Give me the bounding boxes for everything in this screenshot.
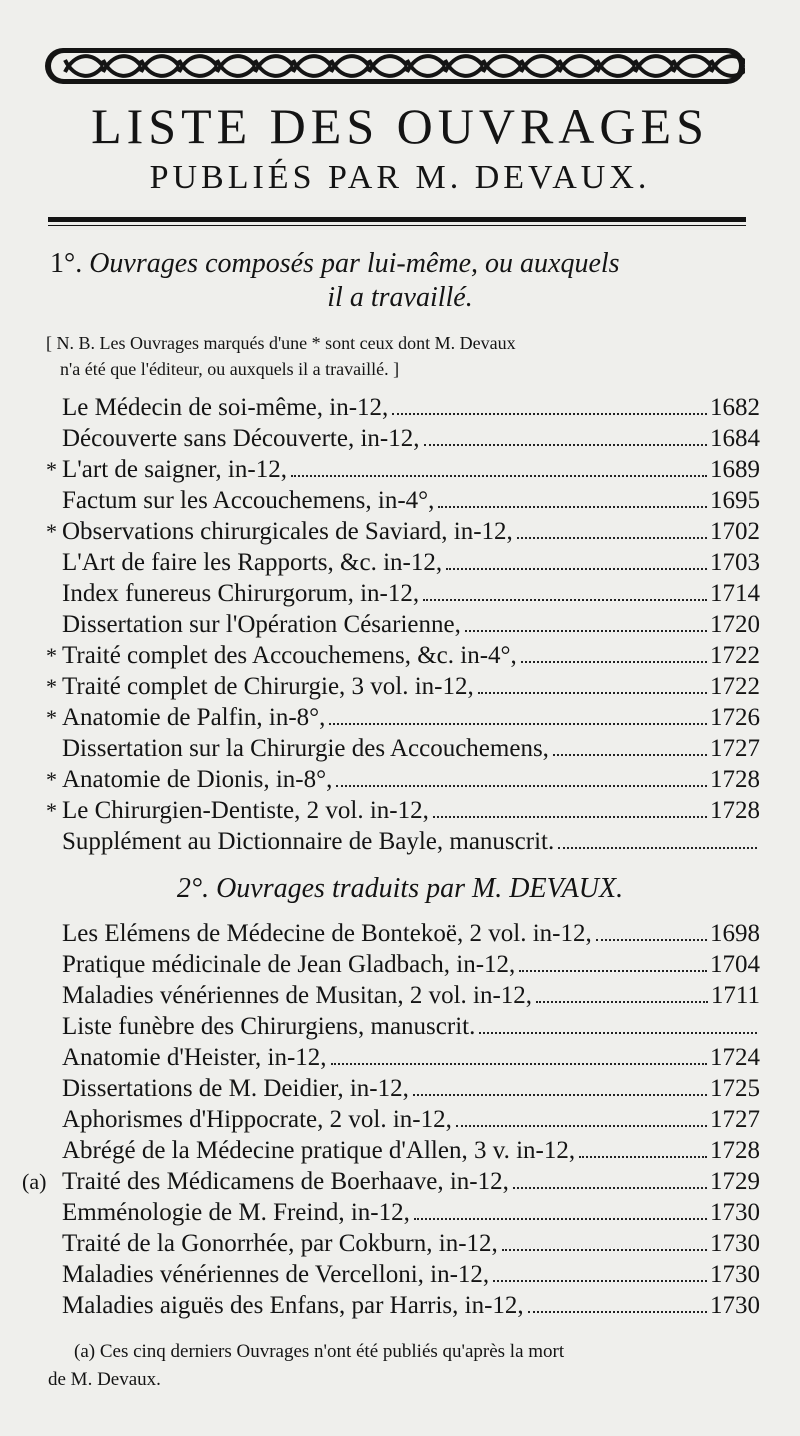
item-year: 1695 <box>710 487 760 514</box>
item-title: Traité complet de Chirurgie, 3 vol. in-12, <box>62 673 474 700</box>
list-item <box>46 1073 760 1104</box>
item-title: Supplément au Dictionnaire de Bayle, manuscrit. <box>62 828 555 855</box>
dot-leader <box>521 661 707 663</box>
dot-leader <box>513 1187 707 1189</box>
footnote <box>48 1338 758 1394</box>
item-title: Emménologie de M. Freind, in-12, <box>62 1199 410 1226</box>
item-title: Maladies aiguës des Enfans, par Harris, in-12, <box>62 1292 524 1319</box>
list-item <box>46 392 760 423</box>
section2-heading: 2°. Ouvrages traduits par M. DEVAUX. <box>176 873 624 904</box>
item-mark: * <box>46 705 57 730</box>
list-item <box>46 1104 760 1135</box>
item-year: 1730 <box>710 1199 760 1226</box>
list-item <box>46 547 760 578</box>
item-title: Traité complet des Accouchemens, &c. in-4°, <box>62 642 517 669</box>
dot-leader <box>414 1218 707 1220</box>
list-item <box>46 764 760 795</box>
dot-leader <box>424 444 708 446</box>
item-year: 1730 <box>710 1292 760 1319</box>
dot-leader <box>423 599 707 601</box>
item-year: 1684 <box>710 425 760 452</box>
item-title: Dissertation sur la Chirurgie des Accouchemens, <box>62 735 549 762</box>
item-year: 1728 <box>710 1137 760 1164</box>
title-rule-thin <box>48 225 746 226</box>
item-mark: * <box>46 519 57 544</box>
dot-leader <box>528 1311 707 1313</box>
section1-heading-cont: il a travaillé. <box>327 282 473 313</box>
item-title: Le Chirurgien-Dentiste, 2 vol. in-12, <box>62 797 429 824</box>
item-title: Aphorismes d'Hippocrate, 2 vol. in-12, <box>62 1106 452 1133</box>
list-item <box>46 980 760 1011</box>
dot-leader <box>392 413 707 415</box>
item-title: Dissertations de M. Deidier, in-12, <box>62 1075 409 1102</box>
list-item <box>46 516 760 547</box>
dot-leader <box>596 939 707 941</box>
list-item <box>46 1042 760 1073</box>
list-item <box>22 1166 760 1197</box>
item-year: 1726 <box>710 704 760 731</box>
item-title: Maladies vénériennes de Vercelloni, in-12, <box>62 1261 490 1288</box>
title-rule-thick <box>48 217 746 222</box>
dot-leader <box>502 1249 707 1251</box>
item-title: Traité des Médicamens de Boerhaave, in-12, <box>62 1168 509 1195</box>
item-title: Anatomie de Dionis, in-8°, <box>62 766 333 793</box>
item-mark: * <box>46 767 57 792</box>
item-year: 1702 <box>710 518 760 545</box>
item-title: Index funereus Chirurgorum, in-12, <box>62 580 420 607</box>
dot-leader <box>579 1156 707 1158</box>
item-mark: (a) <box>22 1169 47 1194</box>
item-year: 1689 <box>710 456 760 483</box>
item-year: 1724 <box>710 1044 760 1071</box>
item-year: 1722 <box>710 673 760 700</box>
dot-leader <box>331 1063 707 1065</box>
dot-leader <box>446 568 707 570</box>
item-year: 1728 <box>710 766 760 793</box>
item-title: L'Art de faire les Rapports, &c. in-12, <box>62 549 443 576</box>
dot-leader <box>438 506 707 508</box>
dot-leader <box>433 816 707 818</box>
dot-leader <box>479 1032 757 1034</box>
item-year: 1727 <box>710 1106 760 1133</box>
dot-leader <box>329 723 707 725</box>
list-item <box>46 423 760 454</box>
list-item <box>46 485 760 516</box>
item-title: Découverte sans Découverte, in-12, <box>62 425 420 452</box>
item-year: 1704 <box>710 951 760 978</box>
item-year: 1725 <box>710 1075 760 1102</box>
item-mark: * <box>46 798 57 823</box>
item-title: Les Elémens de Médecine de Bontekoë, 2 vol. in-12, <box>62 920 592 947</box>
list-item <box>46 826 760 857</box>
page-subtitle: PUBLIÉS PAR M. DEVAUX. <box>149 159 651 196</box>
list-item <box>46 1259 760 1290</box>
item-mark: * <box>46 457 57 482</box>
footnote-line2: de M. Devaux. <box>48 1369 161 1390</box>
section1-note-line1: [ N. B. Les Ouvrages marqués d'une * sont ceux dont M. Devaux <box>46 333 516 353</box>
item-title: Anatomie d'Heister, in-12, <box>62 1044 327 1071</box>
list-item <box>46 795 760 826</box>
dot-leader <box>553 754 707 756</box>
dot-leader <box>456 1125 707 1127</box>
list-item <box>46 1228 760 1259</box>
item-title: Abrégé de la Médecine pratique d'Allen, 3 v. in-12, <box>62 1137 576 1164</box>
item-mark: * <box>46 643 57 668</box>
item-year: 1728 <box>710 797 760 824</box>
dot-leader <box>478 692 707 694</box>
item-year: 1714 <box>710 580 760 607</box>
item-title: Dissertation sur l'Opération Césarienne, <box>62 611 461 638</box>
item-title: Observations chirurgicales de Saviard, in-12, <box>62 518 513 545</box>
list-item <box>46 578 760 609</box>
list-item <box>46 1011 760 1042</box>
dot-leader <box>519 970 707 972</box>
footnote-line1: (a) Ces cinq derniers Ouvrages n'ont été publiés qu'après la mort <box>74 1341 565 1362</box>
list-item <box>46 1135 760 1166</box>
section1-note-line2: n'a été que l'éditeur, ou auxquels il a travaillé. ] <box>60 359 400 379</box>
item-year: 1720 <box>710 611 760 638</box>
page-title: LISTE DES OUVRAGES <box>91 98 709 154</box>
dot-leader <box>493 1280 707 1282</box>
item-mark: * <box>46 674 57 699</box>
item-year: 1722 <box>710 642 760 669</box>
item-year: 1682 <box>710 394 760 421</box>
dot-leader <box>413 1094 707 1096</box>
item-title: L'art de saigner, in-12, <box>62 456 287 483</box>
list-item <box>46 949 760 980</box>
section1-number: 1°. <box>50 248 83 279</box>
item-title: Le Médecin de soi-même, in-12, <box>62 394 389 421</box>
dot-leader <box>558 847 757 849</box>
item-year: 1729 <box>710 1168 760 1195</box>
section1-list <box>46 392 760 857</box>
section1-heading <box>50 248 750 280</box>
dot-leader <box>517 537 707 539</box>
item-title: Pratique médicinale de Jean Gladbach, in-12, <box>62 951 516 978</box>
item-title: Maladies vénériennes de Musitan, 2 vol. in-12, <box>62 982 533 1009</box>
dot-leader <box>536 1001 708 1003</box>
item-year: 1730 <box>710 1261 760 1288</box>
item-year: 1730 <box>710 1230 760 1257</box>
section1-heading-line1: Ouvrages composés par lui-même, ou auxquels <box>89 248 620 279</box>
item-title: Factum sur les Accouchemens, in-4°, <box>62 487 435 514</box>
list-item <box>46 609 760 640</box>
item-title: Traité de la Gonorrhée, par Cokburn, in-12, <box>62 1230 498 1257</box>
item-year: 1727 <box>710 735 760 762</box>
dot-leader <box>336 785 707 787</box>
item-year: 1698 <box>710 920 760 947</box>
decorative-header-ornament-icon <box>45 42 745 90</box>
list-item <box>46 1197 760 1228</box>
dot-leader <box>291 475 707 477</box>
list-item <box>46 702 760 733</box>
dot-leader <box>465 630 707 632</box>
list-item <box>46 454 760 485</box>
section2-list <box>22 918 760 1321</box>
list-item <box>46 671 760 702</box>
item-title: Anatomie de Palfin, in-8°, <box>62 704 326 731</box>
item-title: Liste funèbre des Chirurgiens, manuscrit. <box>62 1013 476 1040</box>
list-item <box>46 918 760 949</box>
list-item <box>46 640 760 671</box>
item-year: 1711 <box>710 982 760 1009</box>
item-year: 1703 <box>710 549 760 576</box>
list-item <box>46 1290 760 1321</box>
list-item <box>46 733 760 764</box>
